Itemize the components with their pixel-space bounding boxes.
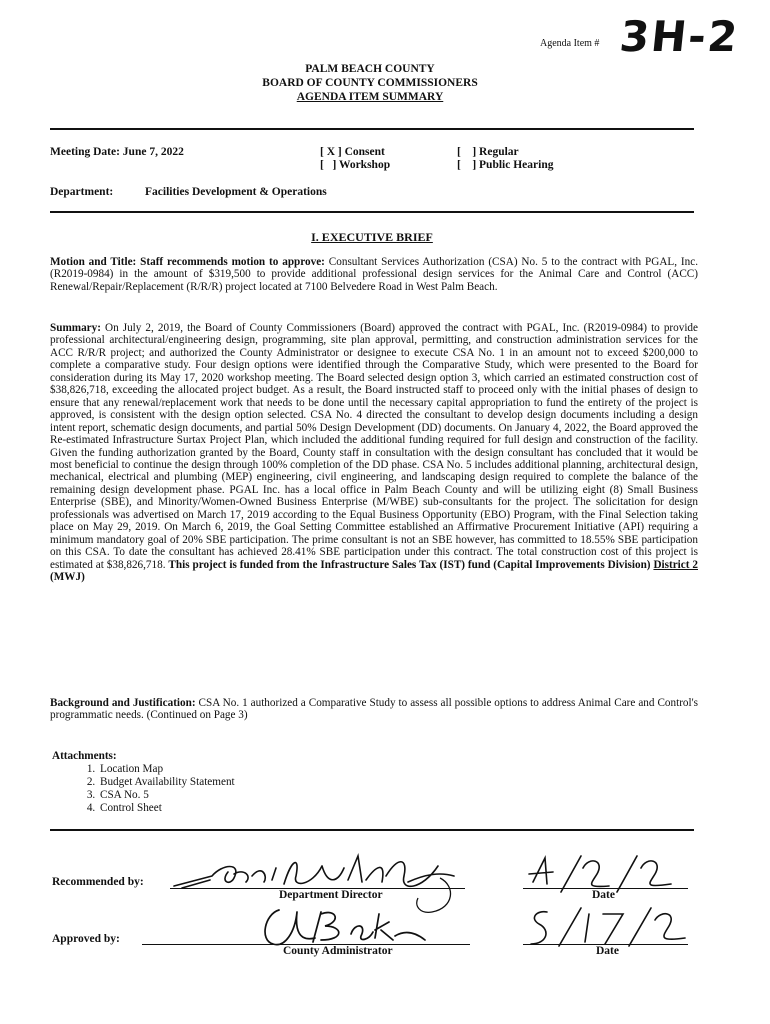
attachments-title: Attachments: xyxy=(52,750,117,762)
county-name: PALM BEACH COUNTY xyxy=(305,63,435,75)
background-paragraph xyxy=(50,697,698,722)
motion-text: Consultant Services Authorization (CSA) No. 5 to the contract with PGAL, Inc. (R2019-0984) in the amount of $319,500 to provide additional professional design services for the Animal Care and Control (ACC) Renewal/Repair/Replacement (R/R/R) project located at 7100 Belvedere Road in West Palm Beach. xyxy=(50,256,698,293)
department-divider xyxy=(50,211,694,213)
attachment-item: 4. Control Sheet xyxy=(98,802,235,815)
public-hearing-checkbox[interactable]: [ ] Public Hearing xyxy=(457,159,554,171)
regular-checkbox[interactable]: [ ] Regular xyxy=(457,146,519,158)
signature-divider xyxy=(50,829,694,831)
workshop-checkbox[interactable]: [ ] Workshop xyxy=(320,159,391,171)
summary-paragraph xyxy=(50,322,698,584)
department-label: Department: xyxy=(50,186,114,198)
summary-text: On July 2, 2019, the Board of County Commissioners (Board) approved the contract with PGAL, Inc. (R2019-0984) to provide professional architectural/engineering design, programming, site plan approval, permitting, and construction administration services for the ACC R/R/R project; and authorized the County Administrator or designee to execute CSA No. 1 in an amount not to exceed $200,000 to complete a comparative study. Four design options were identified through the Comparative Study, which were presented to the Board for consideration during its May 17, 2020 workshop meeting. The Board selected design option 3, which carried an estimated construction cost of $38,826,718, exceeding the allocated project budget. As a result, the Board instructed staff to proceed only with the initial phases of design to ensure that any renewal/replacement work that needs to be done until the necessary capital appropriation to fund the entirety of the project is approved, is consistent with the design option selected. CSA No. 4 directed the consultant to develop design documents including a design intent report, schematic design documents, and partial 50% Design Development (DD) documents. On January 4, 2022, the Board approved the Re-estimated Infrastructure Surtax Project Plan, which included the additional funding required for full design and construction of the facility. Given the funding authorization granted by the Board, County staff in consultation with the design consultant has concluded that it would be most beneficial to continue the design through 100% completion of the DD phase. CSA No. 5 includes additional planning, architectural design, mechanical, electrical and plumbing (MEP) engineering, civil engineering, and landscaping design required to complete the balance of the remaining design development phase. PGAL Inc. has a local office in Palm Beach County and will be utilizing eight (8) Small Business Enterprise (SBE), and Minority/Women-Owned Business Enterprise (M/WBE) sub-consultants for the project. The solicitation for design professionals was advertised on March 17, 2019 according to the Equal Business Opportunity (EBO) Program, with the Final Selection taking place on May 29, 2019. On March 6, 2019, the Goal Setting Committee established an Affirmative Procurement Initiative (API) requiring a minimum mandatory goal of 20% SBE participation. The prime consultant is not an SBE however, has committed to 18.55% SBE participation on this CSA. To date the consultant has achieved 28.41% SBE participation under this contract. The total construction cost of this project is estimated at $38,826,718. xyxy=(50,322,698,571)
meeting-date: Meeting Date: June 7, 2022 xyxy=(50,146,184,158)
district-label: District 2 xyxy=(653,558,698,571)
top-divider xyxy=(50,128,694,130)
agenda-item-number: 3H-2 xyxy=(617,12,742,61)
attachment-item: 2. Budget Availability Statement xyxy=(98,776,235,789)
county-administrator-label: County Administrator xyxy=(283,945,393,957)
date-label-2: Date xyxy=(596,945,619,957)
department-director-label: Department Director xyxy=(279,889,383,901)
approved-by-label: Approved by: xyxy=(52,933,120,945)
agenda-item-label: Agenda Item # xyxy=(540,38,600,49)
motion-paragraph xyxy=(50,256,698,293)
funding-statement: This project is funded from the Infrastructure Sales Tax (IST) fund (Capital Improvements Division) xyxy=(168,558,651,571)
date-label-1: Date xyxy=(592,889,615,901)
summary-label: Summary: xyxy=(50,322,101,334)
background-label: Background and Justification: xyxy=(50,697,196,709)
recommended-by-label: Recommended by: xyxy=(52,876,144,888)
district-suffix: (MWJ) xyxy=(50,571,85,584)
board-name: BOARD OF COUNTY COMMISSIONERS xyxy=(262,77,478,89)
section-title: I. EXECUTIVE BRIEF xyxy=(311,230,433,244)
document-header xyxy=(200,62,540,104)
background-text: CSA No. 1 authorized a Comparative Study to assess all possible options to address Animal Care and Control's programmatic needs. (Continued on Page 3) xyxy=(50,697,698,722)
attachments-list xyxy=(52,763,235,815)
motion-label: Motion and Title: Staff recommends motion to approve: xyxy=(50,256,325,268)
department-value: Facilities Development & Operations xyxy=(145,186,327,198)
summary-title: AGENDA ITEM SUMMARY xyxy=(296,91,444,103)
attachment-item: 1. Location Map xyxy=(98,763,235,776)
attachment-item: 3. CSA No. 5 xyxy=(98,789,235,802)
attachments-section xyxy=(52,750,235,815)
consent-checkbox[interactable]: [ X ] Consent xyxy=(320,146,385,158)
